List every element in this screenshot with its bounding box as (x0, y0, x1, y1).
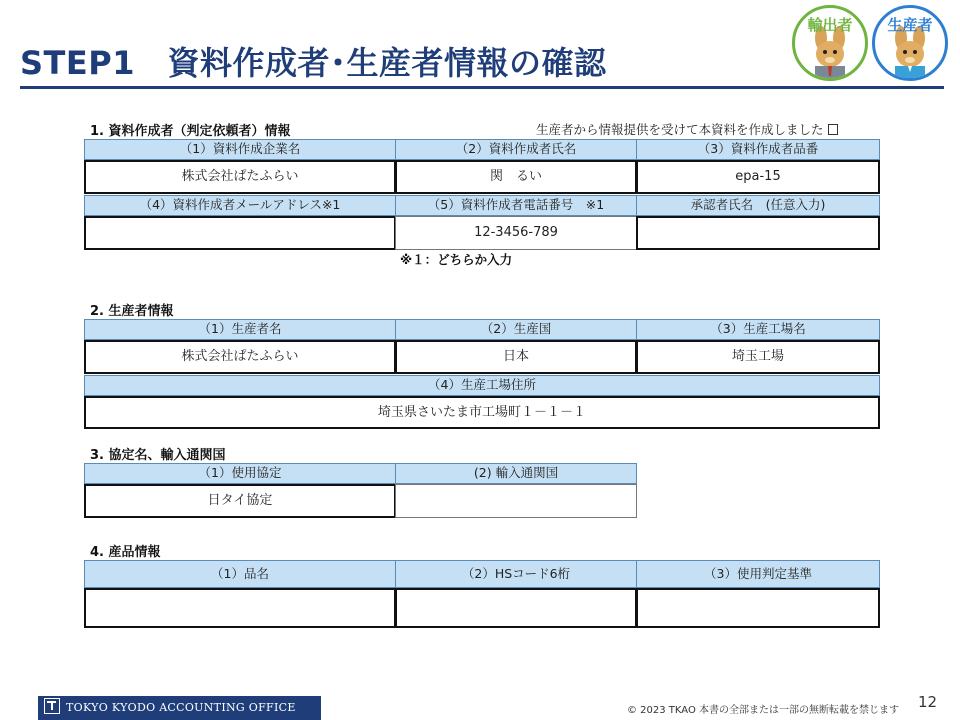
author-name-field[interactable]: 関 るい (395, 160, 637, 194)
header-agreement: （1）使用協定 (84, 463, 396, 484)
author-item-number-field[interactable]: epa-15 (636, 160, 880, 194)
section1-title: 1. 資料作成者（判定依頼者）情報 (90, 124, 291, 139)
author-email-field[interactable] (84, 216, 396, 250)
import-country-field[interactable] (395, 484, 637, 518)
header-producer-name: （1）生産者名 (84, 319, 396, 340)
title-underline (20, 86, 944, 89)
criteria-field[interactable] (636, 588, 880, 628)
company-logo-icon (44, 698, 60, 714)
product-name-field[interactable] (84, 588, 396, 628)
section2-title: 2. 生産者情報 (90, 304, 174, 319)
page-title: STEP1 資料作成者･生産者情報の確認 (20, 44, 607, 82)
header-author-name: （2）資料作成者氏名 (395, 139, 637, 160)
header-import-country: (2) 輸入通関国 (395, 463, 637, 484)
factory-name-field[interactable]: 埼玉工場 (636, 340, 880, 374)
info-provided-note (536, 120, 838, 138)
header-production-country: （2）生産国 (395, 319, 637, 340)
header-author-email: （4）資料作成者メールアドレス※1 (84, 195, 396, 216)
header-company-name: （1）資料作成企業名 (84, 139, 396, 160)
producer-label: 生産者 (887, 16, 933, 34)
approver-name-field[interactable] (636, 216, 880, 250)
header-product-name: （1）品名 (84, 560, 396, 588)
copyright-notice: © 2023 TKAO 本書の全部または一部の無断転載を禁じます (627, 705, 900, 716)
info-provided-label: 生産者から情報提供を受けて本資料を作成しました (536, 122, 824, 137)
factory-address-field[interactable]: 埼玉県さいたま市工場町１－１－１ (84, 396, 880, 429)
production-country-field[interactable]: 日本 (395, 340, 637, 374)
header-factory-name: （3）生産工場名 (636, 319, 880, 340)
author-phone-field[interactable]: 12-3456-789 (395, 216, 637, 250)
page-number: 12 (918, 693, 938, 711)
exporter-badge (792, 5, 868, 81)
footer-company-bar (38, 696, 321, 720)
header-factory-address: （4）生産工場住所 (84, 375, 880, 396)
company-name-field[interactable]: 株式会社ぱたふらい (84, 160, 396, 194)
header-author-phone: （5）資料作成者電話番号 ※1 (395, 195, 637, 216)
producer-badge (872, 5, 948, 81)
info-provided-checkbox[interactable] (828, 124, 838, 135)
footer-company-name: TOKYO KYODO ACCOUNTING OFFICE (66, 701, 296, 714)
exporter-label: 輸出者 (807, 16, 853, 34)
header-hs-code: （2）HSコード6桁 (395, 560, 637, 588)
header-criteria: （3）使用判定基準 (636, 560, 880, 588)
header-author-item-number: （3）資料作成者品番 (636, 139, 880, 160)
either-input-note: ※１：どちらか入力 (400, 252, 513, 267)
hs-code-field[interactable] (395, 588, 637, 628)
section4-title: 4. 産品情報 (90, 545, 161, 560)
section3-title: 3. 協定名、輸入通関国 (90, 448, 226, 463)
agreement-field[interactable]: 日タイ協定 (84, 484, 396, 518)
header-approver-name: 承認者氏名 (任意入力) (636, 195, 880, 216)
producer-name-field[interactable]: 株式会社ぱたふらい (84, 340, 396, 374)
